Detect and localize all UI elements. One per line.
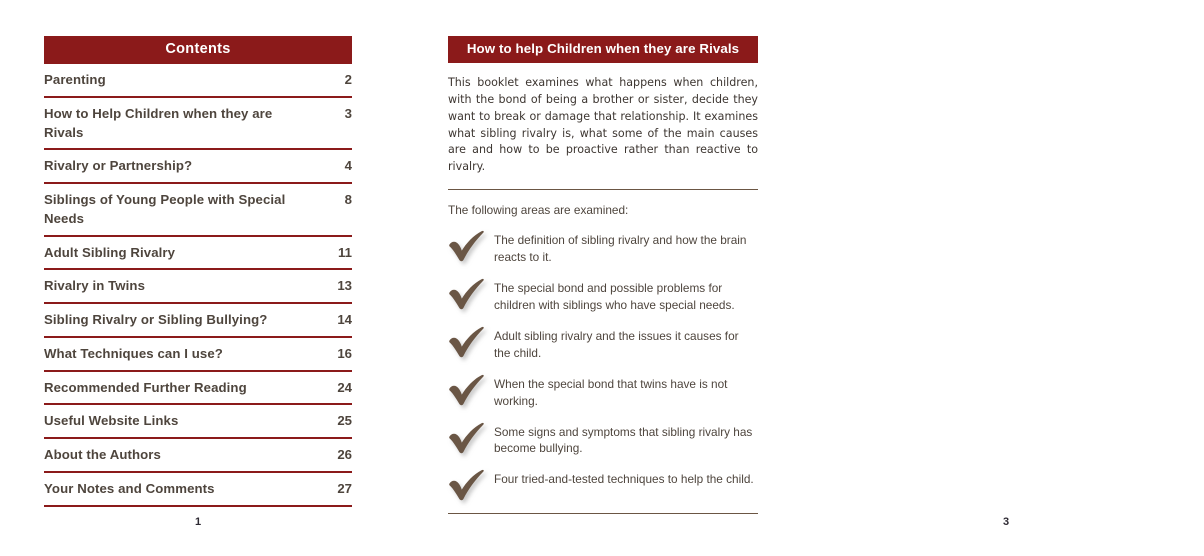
check-mark-icon xyxy=(448,230,492,264)
toc-row[interactable] xyxy=(44,338,352,372)
list-item-text: Adult sibling rivalry and the issues it causes for the child. xyxy=(494,328,739,360)
toc-row[interactable] xyxy=(44,237,352,271)
toc-entry-page-number: 4 xyxy=(344,158,352,174)
contents-block xyxy=(44,36,352,507)
toc-entry-page-number: 24 xyxy=(337,379,352,395)
examined-areas-list xyxy=(448,228,758,504)
contents-header-bar: Contents xyxy=(44,36,352,64)
toc-entry-page-number: 11 xyxy=(338,244,352,260)
toc-row[interactable] xyxy=(44,439,352,473)
check-mark-icon xyxy=(448,469,492,503)
check-mark-icon xyxy=(448,326,492,360)
toc-entry-title: Sibling Rivalry or Sibling Bullying? xyxy=(44,312,268,328)
list-item-text: Four tried-and-tested techniques to help the child. xyxy=(494,472,754,487)
check-mark-icon xyxy=(448,422,492,456)
toc-entry-page-number: 3 xyxy=(344,105,352,121)
toc-entry-title: Rivalry or Partnership? xyxy=(44,158,193,174)
checklist-intro-line: The following areas are examined: xyxy=(448,203,629,218)
toc-entry-title: How to Help Children when they are Rivals xyxy=(44,105,273,140)
divider-rule-bottom xyxy=(448,513,758,514)
toc-entry-page-number: 25 xyxy=(337,413,352,429)
toc-entry-title: Your Notes and Comments xyxy=(44,480,215,496)
toc-row[interactable] xyxy=(44,304,352,338)
toc-entry-page-number: 8 xyxy=(344,192,352,208)
list-item xyxy=(448,467,758,503)
table-of-contents-list xyxy=(44,64,352,506)
page-number-right: 3 xyxy=(1002,516,1010,528)
toc-entry-page-number: 14 xyxy=(337,312,352,328)
chapter-header-bar: How to help Children when they are Rivals xyxy=(448,36,758,63)
list-item xyxy=(448,324,758,362)
toc-row[interactable] xyxy=(44,64,352,98)
list-item-text: The definition of sibling rivalry and how the brain reacts to it. xyxy=(494,232,747,264)
toc-row[interactable] xyxy=(44,473,352,507)
check-mark-icon xyxy=(448,278,492,312)
list-item xyxy=(448,276,758,314)
toc-entry-page-number: 27 xyxy=(337,480,352,496)
toc-entry-title: Rivalry in Twins xyxy=(44,278,146,294)
toc-entry-title: What Techniques can I use? xyxy=(44,345,223,361)
toc-entry-page-number: 2 xyxy=(344,72,352,88)
page-left-contents xyxy=(0,0,396,556)
toc-row[interactable] xyxy=(44,405,352,439)
divider-rule-top xyxy=(448,189,758,190)
intro-paragraph: This booklet examines what happens when children, with the bond of being a brother or sister, decide they want to break or damage that relationship. It examines what sibling rivalry is, what some of the main causes are and how to be proactive rather than reactive to rivalry. xyxy=(448,75,758,174)
toc-entry-page-number: 16 xyxy=(337,345,352,361)
toc-entry-page-number: 26 xyxy=(337,447,352,463)
list-item xyxy=(448,372,758,410)
list-item-text: Some signs and symptoms that sibling rivalry has become bullying. xyxy=(494,424,753,456)
overview-block xyxy=(448,36,758,514)
toc-entry-title: Parenting xyxy=(44,72,106,88)
toc-entry-page-number: 13 xyxy=(337,278,352,294)
toc-entry-title: Siblings of Young People with Special Needs xyxy=(44,192,286,226)
toc-row[interactable] xyxy=(44,270,352,304)
toc-row[interactable] xyxy=(44,372,352,406)
toc-row[interactable] xyxy=(44,98,352,150)
check-mark-icon xyxy=(448,374,492,408)
toc-row[interactable] xyxy=(44,184,352,236)
toc-entry-title: About the Authors xyxy=(44,447,161,463)
toc-entry-title: Adult Sibling Rivalry xyxy=(44,244,176,260)
toc-entry-title: Useful Website Links xyxy=(44,413,179,429)
toc-row[interactable] xyxy=(44,150,352,184)
list-item xyxy=(448,228,758,266)
list-item xyxy=(448,420,758,458)
list-item-text: When the special bond that twins have is not working. xyxy=(494,376,728,408)
page-number-left: 1 xyxy=(194,516,202,528)
toc-entry-title: Recommended Further Reading xyxy=(44,379,247,395)
list-item-text: The special bond and possible problems for children with siblings who have special needs. xyxy=(494,280,735,312)
page-right-overview xyxy=(404,0,1010,556)
